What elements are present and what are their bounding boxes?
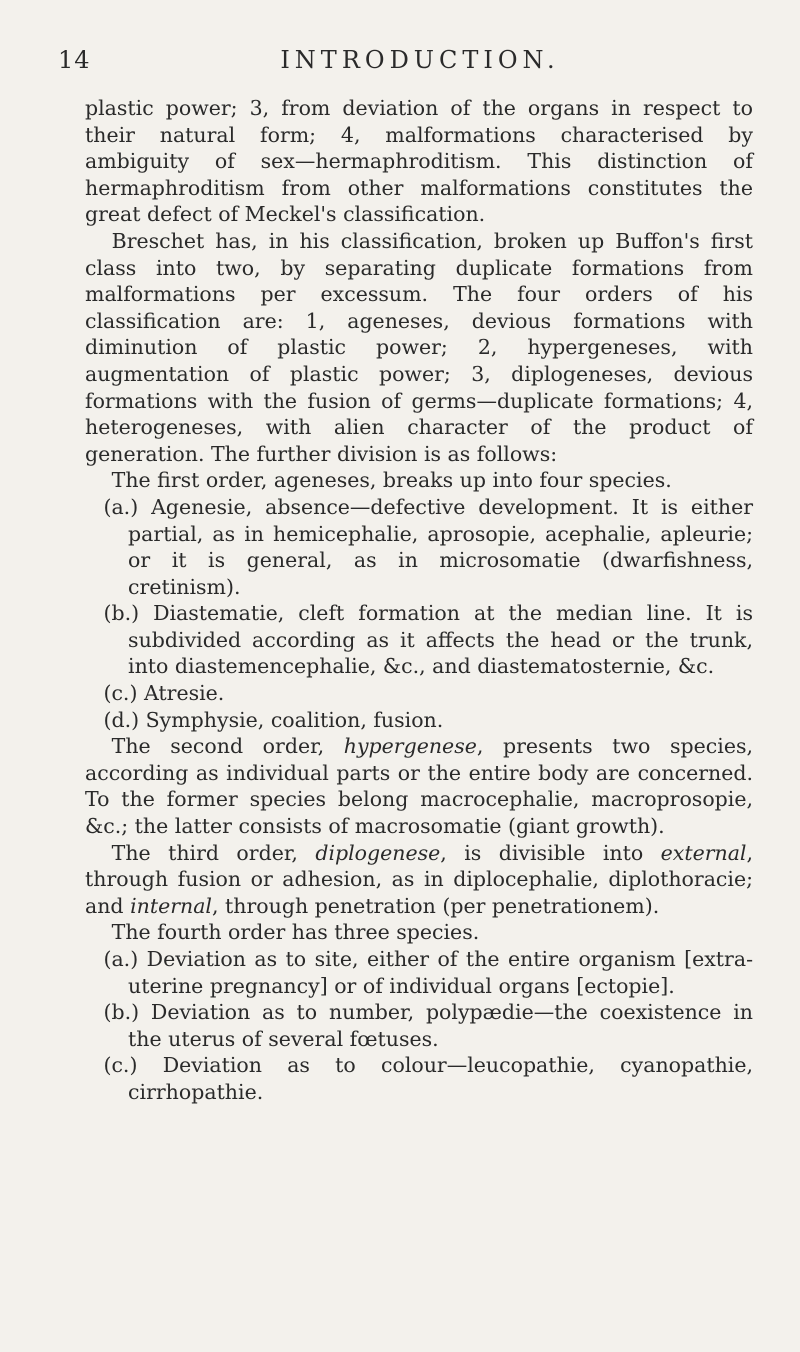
list-item: (c.) Deviation as to colour—leucopathie, cyanopathie, cirrhopathie. <box>103 1053 753 1104</box>
running-head: INTRODUCTION. <box>280 46 560 74</box>
emphasis-term: external <box>660 840 747 865</box>
paragraph: Breschet has, in his classification, broken up Buffon's first class into two, by separating duplicate formations from malformations per excessum. The four orders of his classification are: 1, ageneses, devious formations with diminution of plastic power; 2, hypergeneses, with augmentation of plastic power; 3, diplogeneses, devious formations with the fusion of germs—duplicate formations; 4, heterogeneses, with alien character of the product of generation. The further division is as follows: <box>85 228 753 466</box>
list-item: (b.) Deviation as to number, polypædie—the coexistence in the uterus of several fœtuses. <box>103 1000 753 1051</box>
text-run: , is divisible into <box>440 840 661 865</box>
list-item: (c.) Atresie. <box>103 681 225 706</box>
body-text <box>85 95 753 1106</box>
paragraph <box>85 733 753 839</box>
text-run: , through penetration (per penetrationem). <box>212 893 660 918</box>
paragraph: plastic power; 3, from deviation of the organs in respect to their natural form; 4, malformations characterised by ambiguity of sex—hermaphroditism. This distinction of hermaphroditism from other malformations constitutes the great defect of Meckel's classification. <box>85 96 753 227</box>
text-run: The second order, <box>111 734 344 759</box>
list-item: (b.) Diastematie, cleft formation at the median line. It is subdivided according as it affects the head or the trunk, into diastemencephalie, &c., and diastematosternie, &c. <box>103 601 753 679</box>
list-item: (d.) Symphysie, coalition, fusion. <box>103 707 444 732</box>
text-run: , through fusion or adhesion, as in diplocephalie, diplothoracie; and <box>85 840 754 918</box>
emphasis-term: hypergenese <box>343 734 477 759</box>
page-number: 14 <box>58 46 91 74</box>
paragraph <box>85 840 753 920</box>
text-run: The third order, <box>111 840 316 865</box>
emphasis-term: internal <box>130 893 212 918</box>
list-item: (a.) Agenesie, absence—defective development. It is either partial, as in hemicephalie, aprosopie, acephalie, apleurie; or it is general, as in microsomatie (dwarfishness, cretinism). <box>103 494 753 599</box>
paragraph: The fourth order has three species. <box>111 920 480 945</box>
page-header <box>0 46 800 86</box>
text-run: , presents two species, according as individual parts or the entire body are concerned. To the former species belong macrocephalie, macroprosopie, &c.; the latter consists of macrosomatie (giant growth). <box>85 734 753 839</box>
emphasis-term: diplogenese <box>315 840 441 865</box>
list-item: (a.) Deviation as to site, either of the entire organism [extra-uterine pregnancy] or of individual organs [ectopie]. <box>103 947 753 998</box>
paragraph: The first order, ageneses, breaks up into four species. <box>111 468 672 493</box>
